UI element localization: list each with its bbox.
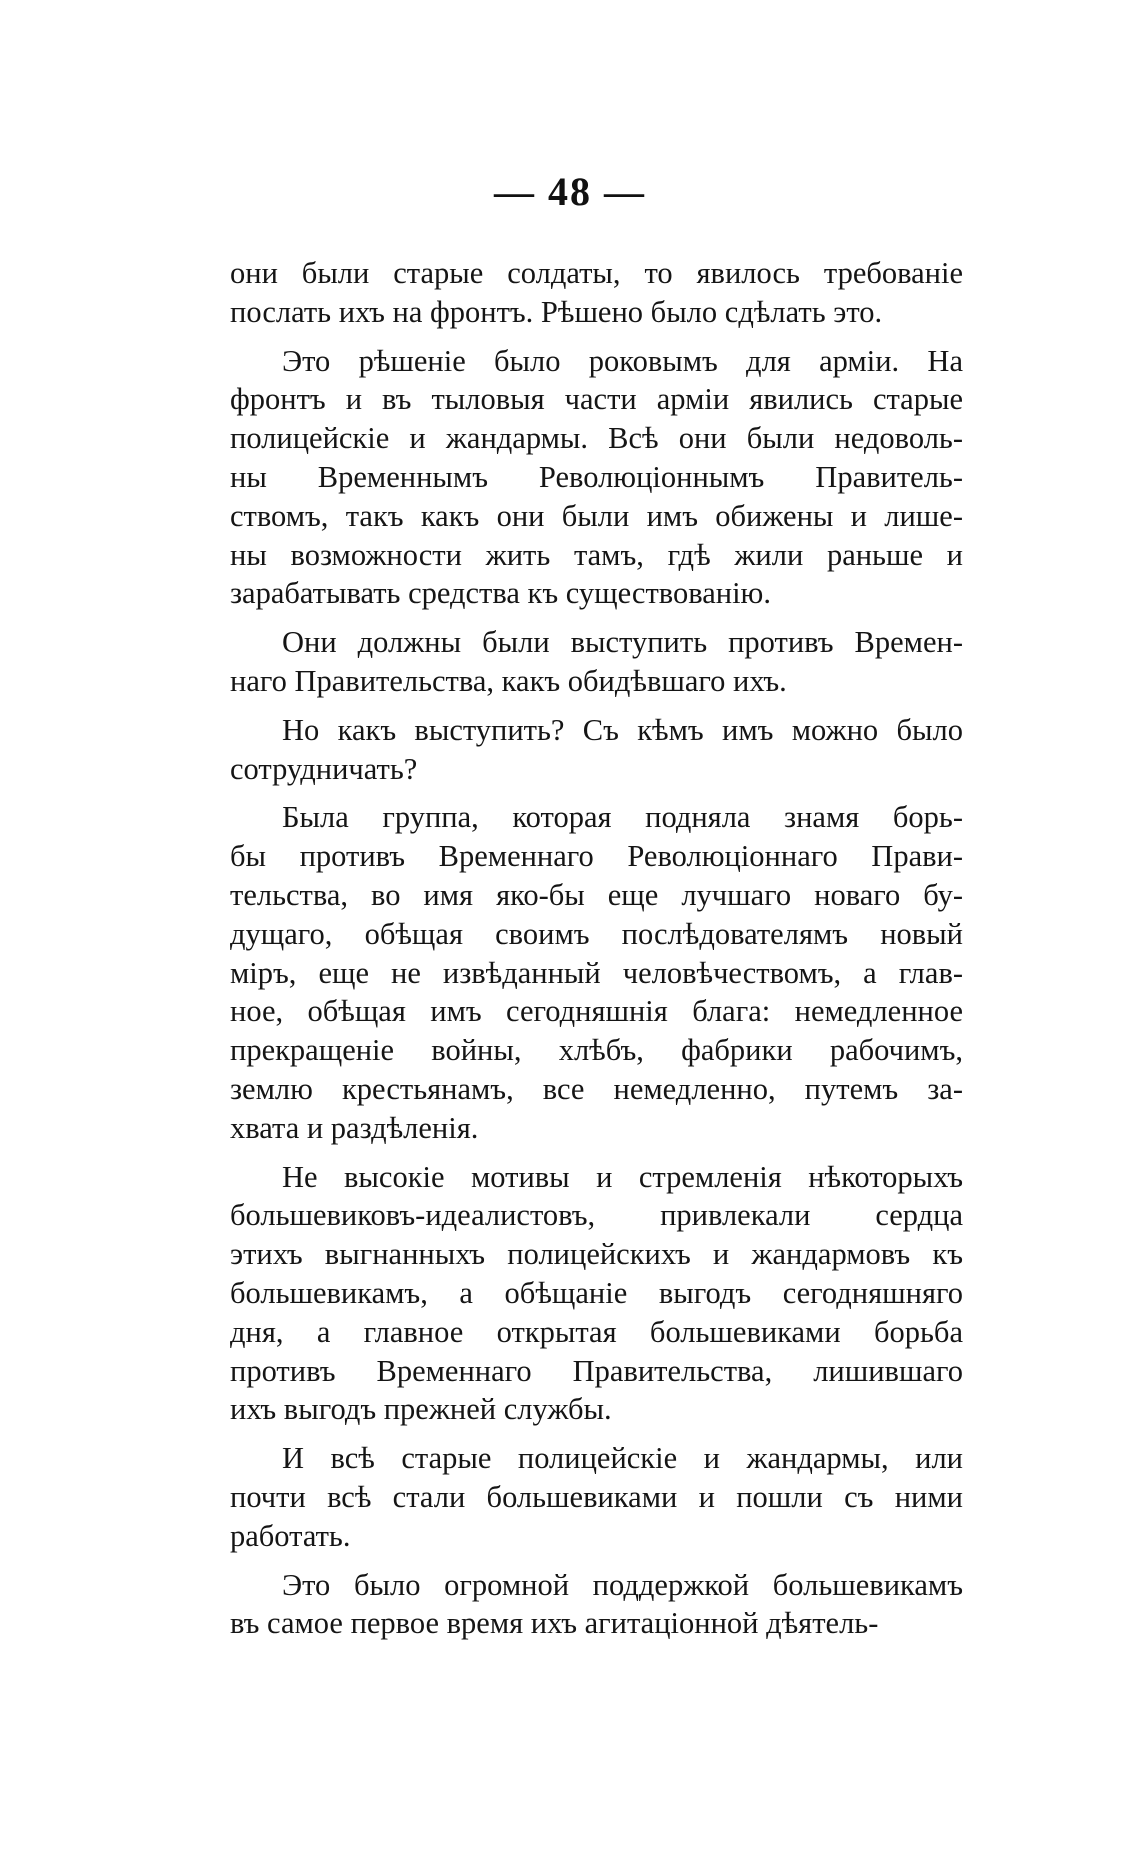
paragraph — [230, 1439, 963, 1555]
text-line: дущаго, обѣщая своимъ послѣдователямъ новый — [230, 916, 963, 951]
text-line: дня, а главное открытая большевиками борьба — [230, 1314, 963, 1349]
paragraph — [230, 711, 963, 789]
text-line: тельства, во имя яко-бы еще лучшаго новаго бу- — [230, 877, 963, 912]
text-line: Но какъ выступить? Съ кѣмъ имъ можно было — [282, 712, 963, 747]
text-line: Это рѣшеніе было роковымъ для арміи. На — [282, 343, 963, 378]
text-line: Это было огромной поддержкой большевикамъ — [282, 1567, 963, 1602]
text-line: Не высокіе мотивы и стремленія нѣкоторыхъ — [282, 1159, 963, 1194]
text-line: этихъ выгнанныхъ полицейскихъ и жандармовъ къ — [230, 1237, 963, 1272]
page-number: — 48 — — [494, 169, 646, 214]
paragraph — [230, 798, 963, 1147]
text-line: большевикамъ, а обѣщаніе выгодъ сегодняшняго — [230, 1275, 963, 1310]
text-line: ны Временнымъ Революціоннымъ Правитель- — [230, 459, 963, 494]
text-line: міръ, еще не извѣданный человѣчествомъ, а глав- — [230, 955, 963, 990]
text-line: землю крестьянамъ, все немедленно, путемъ за- — [230, 1071, 963, 1106]
text-line: Была группа, которая подняла знамя борь- — [282, 800, 963, 835]
text-line: ствомъ, такъ какъ они были имъ обижены и лише- — [230, 498, 963, 533]
text-line: противъ Временнаго Правительства, лишившаго — [230, 1353, 963, 1388]
text-line: хвата и раздѣленія. — [230, 1110, 479, 1145]
paragraph — [230, 254, 963, 332]
text-line: наго Правительства, какъ обидѣвшаго ихъ. — [230, 663, 787, 698]
text-line: полицейскіе и жандармы. Всѣ они были недоволь- — [230, 421, 963, 456]
text-line: сотрудничать? — [230, 751, 418, 786]
paragraph — [230, 1158, 963, 1430]
paragraph — [230, 1566, 963, 1644]
text-line: въ самое первое время ихъ агитаціонной дѣятель- — [230, 1606, 879, 1641]
text-line: ное, обѣщая имъ сегодняшнія блага: немедленное — [230, 994, 963, 1029]
text-line: ихъ выгодъ прежней службы. — [230, 1392, 612, 1427]
text-line: прекращеніе войны, хлѣбъ, фабрики рабочимъ, — [230, 1033, 963, 1068]
text-line: послать ихъ на фронтъ. Рѣшено было сдѣлать это. — [230, 294, 883, 329]
text-line: работать. — [230, 1518, 351, 1553]
body-text — [230, 254, 963, 1653]
text-line: они были старые солдаты, то явилось требованіе — [230, 256, 963, 290]
text-line: И всѣ старые полицейскіе и жандармы, или — [282, 1441, 963, 1476]
text-line: большевиковъ-идеалистовъ, привлекали сердца — [230, 1198, 963, 1233]
paragraph — [230, 623, 963, 701]
text-line: бы противъ Временнаго Революціоннаго Прави- — [230, 839, 963, 874]
text-line: зарабатывать средства къ существованію. — [230, 576, 771, 611]
text-line: Они должны были выступить противъ Времен- — [282, 625, 963, 660]
text-line: почти всѣ стали большевиками и пошли съ ними — [230, 1479, 963, 1514]
paragraph — [230, 342, 963, 614]
text-line: фронтъ и въ тыловыя части арміи явились старые — [230, 382, 963, 417]
text-line: ны возможности жить тамъ, гдѣ жили раньше и — [230, 537, 963, 572]
